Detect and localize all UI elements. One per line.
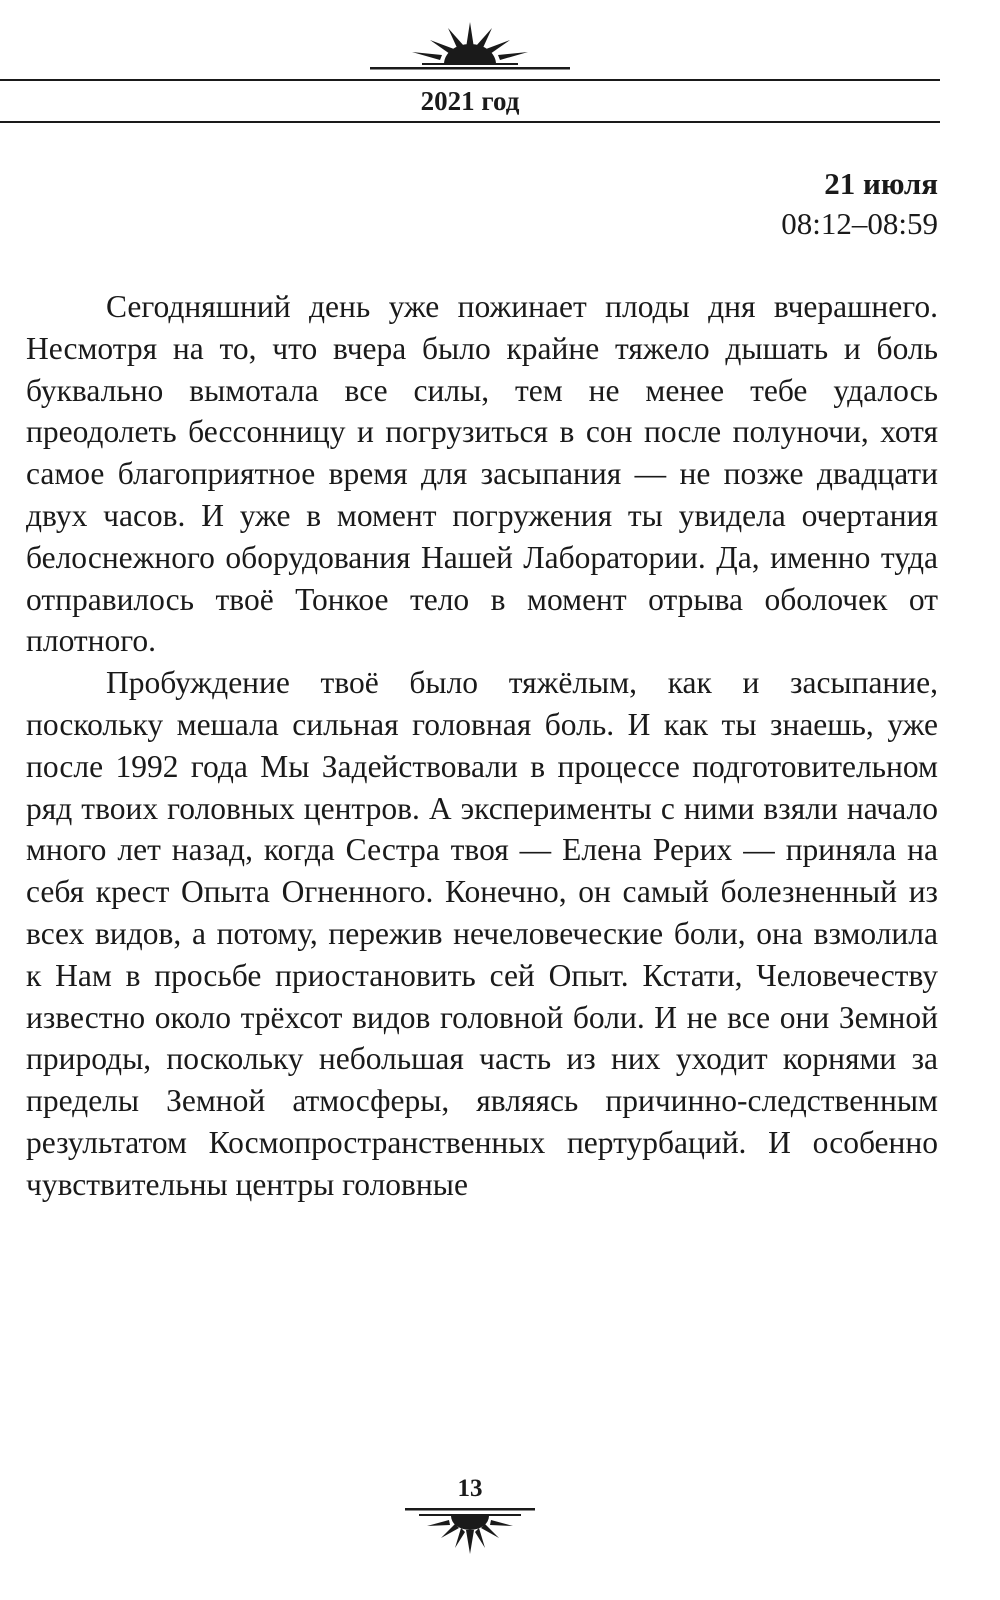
- top-sunburst-ornament-icon: [370, 18, 570, 70]
- entry-date: 21 июля: [824, 166, 938, 201]
- running-title: 2021 год: [420, 86, 520, 116]
- paragraph-2: Пробуждение твоё было тяжёлым, как и засыпание, поскольку мешала сильная головная боль. И как ты знаешь, уже после 1992 года Мы Задействовали в процессе подготовительном ряд твоих головных центров. А эксперименты с ними взяли начало много лет назад, когда Сестра твоя — Елена Рерих — приняла на себя крест Опыта Огненного. Конечно, он самый болезненный из всех видов, а потому, пережив нечеловеческие боли, она взмолила к Нам в просьбе приостановить сей Опыт. Кстати, Человечеству известно около трёхсот видов головной боли. И не все они Земной природы, поскольку небольшая часть из них уходит корнями за пределы Земной атмосферы, являясь причинно-следственным результатом Космопространственных пертурбаций. И особенно чувствительны центры головные: [26, 665, 938, 1202]
- page-number: 13: [457, 1475, 483, 1502]
- entry-time: 08:12–08:59: [781, 206, 938, 241]
- header-bottom-rule: [0, 121, 940, 123]
- paragraph-1: Сегодняшний день уже пожинает плоды дня вчерашнего. Несмотря на то, что вчера было крайне тяжело дышать и боль буквально вымотала все силы, тем не менее тебе удалось преодолеть бессонницу и погрузиться в сон после полуночи, хотя самое благоприятное время для засыпания — не позже двадцати двух часов. И уже в момент погружения ты увидела очертания белоснежного оборудования Нашей Лаборатории. Да, именно туда отправилось твоё Тонкое тело в момент отрыва оболочек от плотного.: [26, 289, 938, 659]
- bottom-sunburst-ornament-icon: [405, 1506, 535, 1562]
- body-text: [26, 286, 938, 1206]
- header-top-rule: [0, 79, 940, 81]
